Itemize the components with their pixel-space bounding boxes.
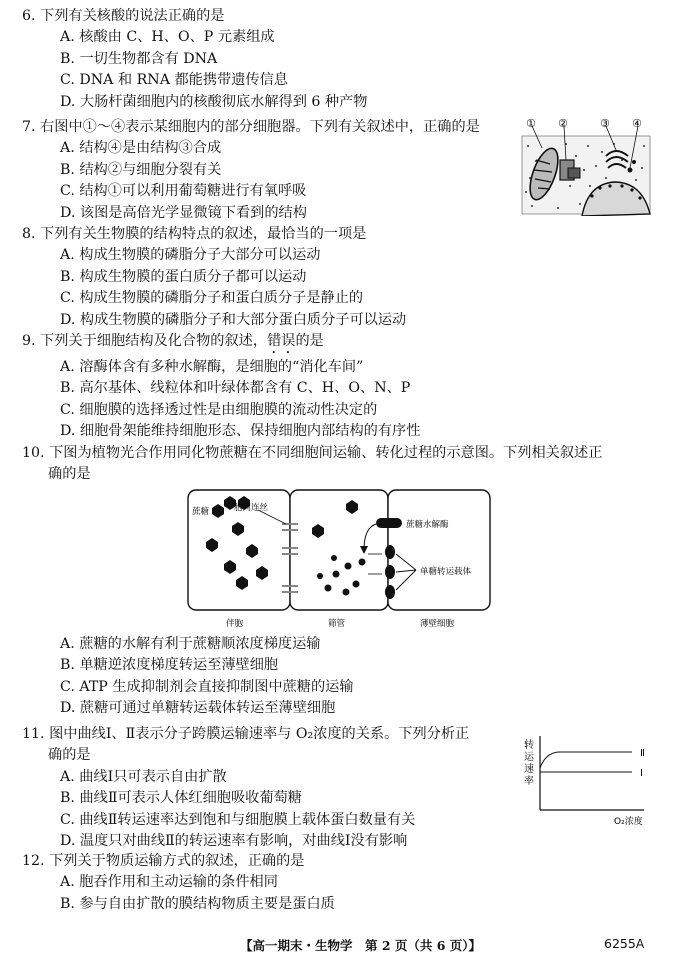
option-a: A. 溶酶体含有多种水解酶，是细胞的“消化车间”	[60, 359, 364, 375]
question-12	[22, 851, 335, 915]
label-carrier: 单糖转运载体	[420, 567, 472, 577]
option-b: B. 曲线Ⅱ可表示人体红细胞吸收葡萄糖	[60, 790, 302, 807]
x-label: O₂浓度	[614, 817, 643, 827]
option-b: B. 参与自由扩散的膜结构物质主要是蛋白质	[60, 895, 335, 912]
option-a: A. 曲线Ⅰ只可表示自由扩散	[60, 768, 227, 785]
y-label-char-3: 速	[524, 764, 534, 775]
option-b: B. 一切生物都含有 DNA	[60, 50, 218, 67]
sucrose-transport-figure	[186, 488, 492, 632]
option-a: A. 构成生物膜的磷脂分子大部分可以运动	[60, 247, 321, 264]
option-d: D. 蔗糖可通过单糖转运载体转运至薄壁细胞	[60, 700, 336, 717]
label-sieve-tube: 筛管	[328, 619, 346, 629]
option-b: B. 结构②与细胞分裂有关	[60, 161, 222, 178]
curve-2	[540, 752, 632, 768]
question-9	[22, 331, 420, 443]
sieve-tube	[290, 490, 388, 610]
organelle-label-3: ③	[600, 117, 610, 130]
y-label-char-2: 运	[524, 752, 534, 763]
option-a: A. 结构④是由结构③合成	[60, 140, 222, 157]
stem-suffix: 的是	[295, 333, 324, 349]
organelle-figure	[518, 116, 654, 216]
question-7	[22, 117, 480, 224]
option-a: A. 蔗糖的水解有利于蔗糖顺浓度梯度运输	[60, 636, 321, 652]
option-c: C. DNA 和 RNA 都能携带遗传信息	[60, 72, 288, 89]
option-d: D. 该图是高倍光学显微镜下看到的结构	[60, 204, 307, 221]
carrier-proteins	[385, 545, 395, 599]
question-6	[22, 6, 368, 113]
label-sucrase: 蔗糖水解酶	[406, 520, 449, 530]
option-b: B. 构成生物膜的蛋白质分子都可以运动	[60, 268, 307, 285]
option-d: D. 温度只对曲线Ⅱ的转运速率有影响，对曲线Ⅰ没有影响	[60, 833, 408, 850]
parenchyma-cell	[388, 490, 490, 610]
organelle-label-4: ④	[632, 117, 642, 130]
label-plasmodesmata: 胞间连丝	[234, 503, 269, 513]
question-stem: 12. 下列关于物质运输方式的叙述，正确的是	[22, 853, 305, 869]
question-stem: 8. 下列有关生物膜的结构特点的叙述，最恰当的一项是	[22, 226, 367, 242]
question-8	[22, 224, 406, 331]
label-companion-cell: 伴胞	[226, 619, 244, 629]
question-stem: 7. 右图中①～④表示某细胞内的部分细胞器。下列有关叙述中，正确的是	[22, 119, 480, 135]
label-sucrose: 蔗糖	[192, 507, 210, 517]
stem-prefix: 9. 下列关于细胞结构及化合物的叙述，	[22, 333, 268, 349]
option-a: A. 胞吞作用和主动运输的条件相同	[60, 874, 278, 891]
organelle-label-1: ①	[526, 117, 536, 130]
question-stem-line2: 确的是	[48, 747, 91, 764]
option-b: B. 单糖逆浓度梯度转运至薄壁细胞	[60, 657, 279, 674]
label-parenchyma-cell: 薄壁细胞	[420, 619, 455, 629]
option-c: C. 结构①可以利用葡萄糖进行有氧呼吸	[60, 183, 307, 200]
footer-title: 【高一期末・生物学 第 2 页（共 6 页）】	[240, 938, 482, 953]
option-c: C. 细胞膜的选择透过性是由细胞膜的流动性决定的	[60, 401, 378, 418]
option-c: C. 构成生物膜的磷脂分子和蛋白质分子是静止的	[60, 290, 364, 307]
sucrase-enzyme	[376, 518, 402, 528]
y-label-char-4: 率	[524, 776, 534, 787]
question-stem: 6. 下列有关核酸的说法正确的是	[22, 8, 225, 24]
question-10-stem	[22, 443, 602, 486]
question-stem-line1: 10. 下图为植物光合作用同化物蔗糖在不同细胞间运输、转化过程的示意图。下列相关叙述正	[22, 445, 603, 461]
transport-rate-graph	[520, 730, 660, 828]
organelle-label-2: ②	[558, 117, 568, 130]
option-d: D. 大肠杆菌细胞内的核酸彻底水解得到 6 种产物	[60, 93, 368, 110]
curve-1-label: Ⅰ	[640, 768, 643, 779]
question-stem-line2: 确的是	[48, 466, 91, 483]
y-label-char-1: 转	[524, 740, 534, 751]
option-c: C. ATP 生成抑制剂会直接抑制图中蔗糖的运输	[60, 678, 354, 695]
question-stem-line1: 11. 图中曲线Ⅰ、Ⅱ表示分子跨膜运输速率与 O₂浓度的关系。下列分析正	[22, 726, 470, 742]
option-b: B. 高尔基体、线粒体和叶绿体都含有 C、H、O、N、P	[60, 380, 411, 397]
option-d: D. 细胞骨架能维持细胞形态、保持细胞内部结构的有序性	[60, 423, 421, 440]
stem-emphasis: 错误	[267, 333, 296, 349]
curve-2-label: Ⅱ	[640, 748, 645, 759]
question-10-options	[22, 634, 354, 720]
question-11	[22, 724, 469, 852]
option-d: D. 构成生物膜的磷脂分子和大部分蛋白质分子可以运动	[60, 311, 407, 328]
paper-code: 6255A	[604, 936, 645, 951]
option-c: C. 曲线Ⅱ转运速率达到饱和与细胞膜上载体蛋白数量有关	[60, 811, 416, 828]
option-a: A. 核酸由 C、H、O、P 元素组成	[60, 29, 275, 46]
question-stem	[22, 331, 420, 357]
